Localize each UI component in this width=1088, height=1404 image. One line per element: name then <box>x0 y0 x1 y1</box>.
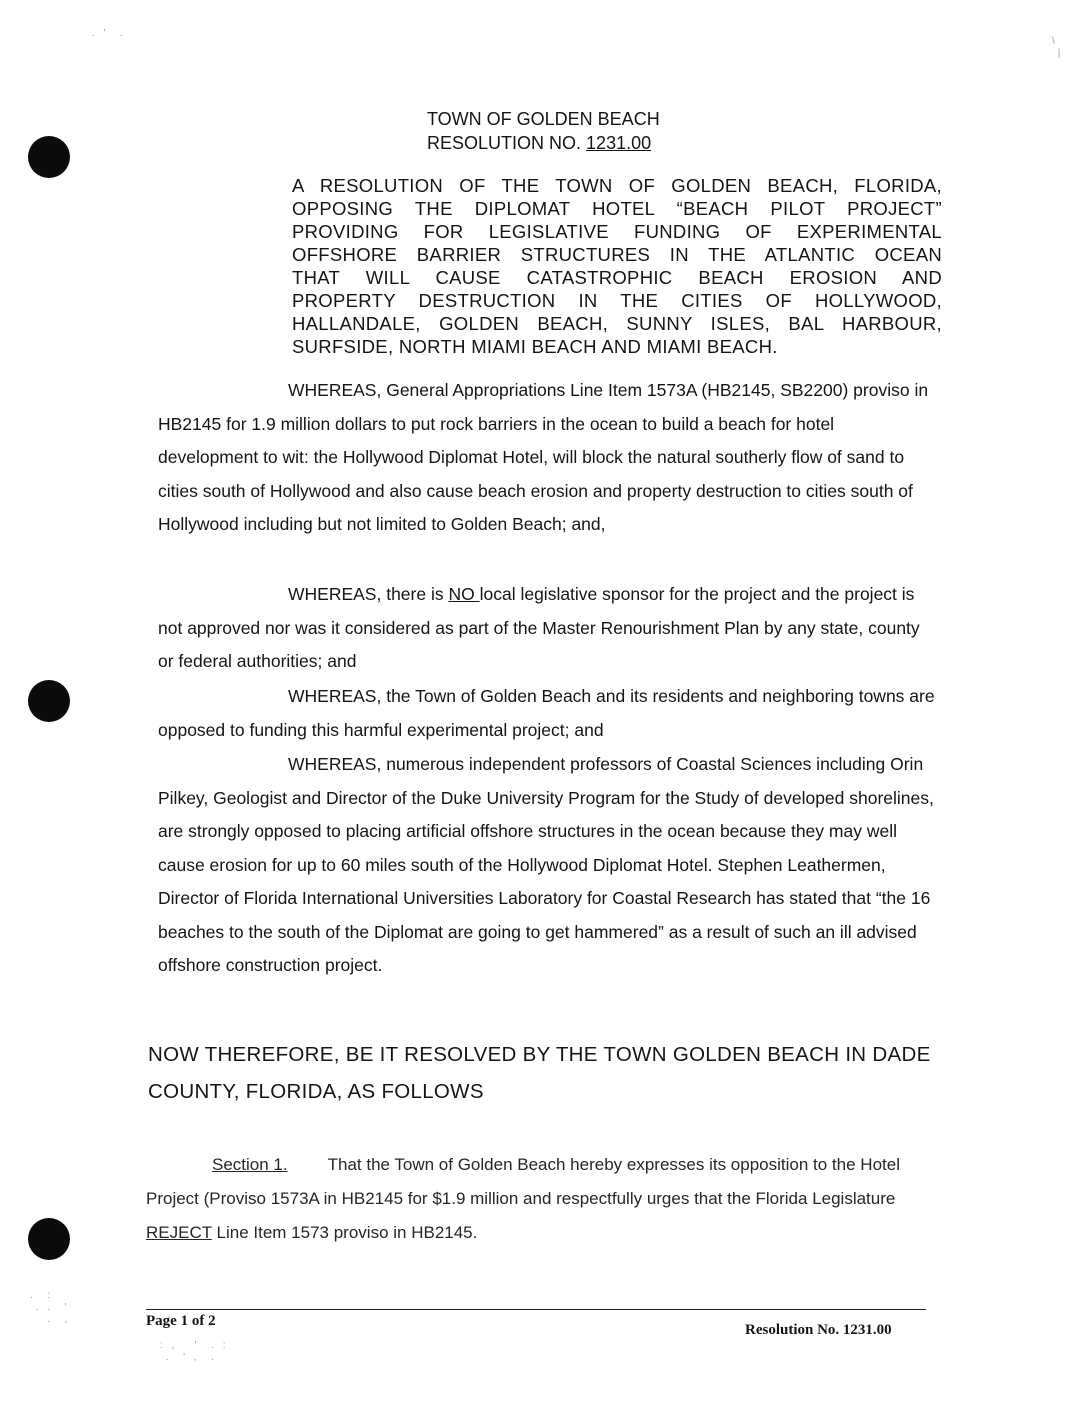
section-1-text-before: That the Town of Golden Beach hereby expresses its opposition to the Hotel Project (Proviso 1573A in HB2145 for $1.9 million and respectfully urges that the Florida Legislature <box>146 1155 900 1208</box>
scan-noise: . : . . ' . , <box>30 1290 71 1325</box>
caption-line: HALLANDALE, GOLDEN BEACH, SUNNY ISLES, BAL HARBOUR, <box>292 313 942 334</box>
caption-line: SURFSIDE, NORTH MIAMI BEACH AND MIAMI BEACH. <box>292 336 778 357</box>
resolution-caption <box>292 174 942 358</box>
whereas-clause-1: WHEREAS, General Appropriations Line Item 1573A (HB2145, SB2200) proviso in HB2145 for 1.9 million dollars to put rock barriers in the ocean to build a beach for hotel development to wit: the Hollywood Diplomat Hotel, will block the natural southerly flow of sand to cities south of Hollywood and also cause beach erosion and property destruction to cities south of Hollywood including but not limited to Golden Beach; and, <box>158 380 929 534</box>
document-header <box>427 107 660 155</box>
whereas-clause-3: WHEREAS, the Town of Golden Beach and its residents and neighboring towns are opposed to funding this harmful experimental project; and <box>158 686 935 740</box>
punch-hole-middle <box>28 680 70 722</box>
page-number: Page 1 of 2 <box>146 1313 216 1329</box>
caption-line: THAT WILL CAUSE CATASTROPHIC BEACH EROSION AND <box>292 267 942 288</box>
scan-noise: \ | <box>1052 36 1064 59</box>
resolution-number: 1231.00 <box>586 133 652 153</box>
caption-line: A RESOLUTION OF THE TOWN OF GOLDEN BEACH, FLORIDA, <box>292 175 942 196</box>
footer-resolution-number: Resolution No. 1231.00 <box>745 1322 892 1338</box>
whereas-2-before: WHEREAS, there is <box>288 584 449 604</box>
section-1-text-after: Line Item 1573 proviso in HB2145. <box>211 1223 478 1242</box>
whereas-2-emphasis: NO <box>448 584 480 604</box>
section-1-emphasis: REJECT <box>146 1223 212 1242</box>
punch-hole-top <box>28 136 70 178</box>
scan-noise: : , ' . : . ' , . <box>160 1340 229 1363</box>
resolution-number-line <box>427 131 660 155</box>
whereas-2-after: local legislative sponsor for the project and the project is not approved nor was it considered as part of the Master Renourishment Plan by any state, county or federal authorities; and <box>158 584 920 671</box>
town-title: TOWN OF GOLDEN BEACH <box>427 109 660 129</box>
whereas-clause-2 <box>158 578 938 679</box>
caption-line: OFFSHORE BARRIER STRUCTURES IN THE ATLANTIC OCEAN <box>292 244 942 265</box>
resolution-label: RESOLUTION NO. <box>427 133 582 153</box>
scan-noise: . ' . <box>92 28 126 39</box>
resolved-heading: NOW THEREFORE, BE IT RESOLVED BY THE TOWN GOLDEN BEACH IN DADE COUNTY, FLORIDA, AS FOLLOWS <box>148 1043 931 1103</box>
caption-line: OPPOSING THE DIPLOMAT HOTEL “BEACH PILOT PROJECT” <box>292 198 942 219</box>
punch-hole-bottom <box>28 1218 70 1260</box>
caption-line: PROPERTY DESTRUCTION IN THE CITIES OF HOLLYWOOD, <box>292 290 942 311</box>
footer-divider <box>146 1309 926 1310</box>
section-1-label: Section 1. <box>212 1155 288 1174</box>
caption-line: PROVIDING FOR LEGISLATIVE FUNDING OF EXPERIMENTAL <box>292 221 942 242</box>
section-1 <box>146 1148 936 1250</box>
whereas-clause-4: WHEREAS, numerous independent professors of Coastal Sciences including Orin Pilkey, Geologist and Director of the Duke University Program for the Study of developed shorelines, are strongly opposed to placing artificial offshore structures in the ocean because they may well cause erosion for up to 60 miles south of the Hollywood Diplomat Hotel. Stephen Leathermen, Director of Florida International Universities Laboratory for Coastal Research has stated that “the 16 beaches to the south of the Diplomat are going to get hammered” as a result of such an ill advised offshore construction project. <box>158 754 934 975</box>
